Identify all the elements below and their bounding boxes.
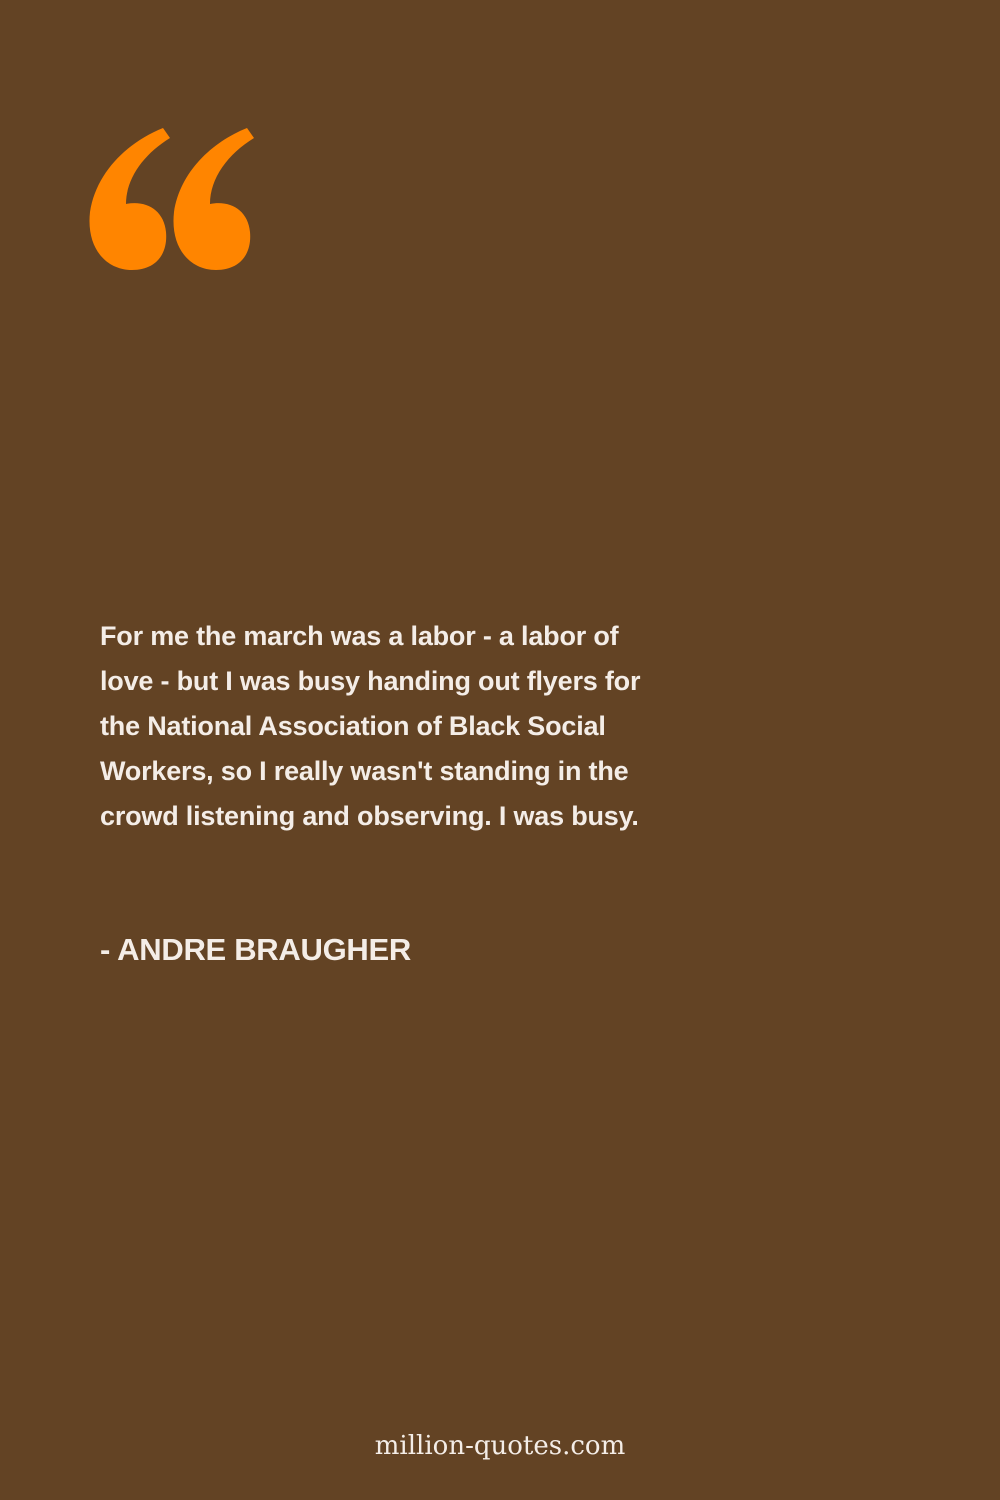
quote-line: crowd listening and observing. I was busy. [100,801,639,831]
quotation-mark-icon [80,120,260,280]
site-watermark: million-quotes.com [374,1431,626,1461]
quote-line: the National Association of Black Social [100,711,606,741]
quote-line: love - but I was busy handing out flyers for [100,666,641,696]
quote-author: - ANDRE BRAUGHER [100,932,411,967]
quote-line: For me the march was a labor - a labor of [100,621,619,651]
quote-text [100,614,800,839]
quote-line: Workers, so I really wasn't standing in the [100,756,629,786]
